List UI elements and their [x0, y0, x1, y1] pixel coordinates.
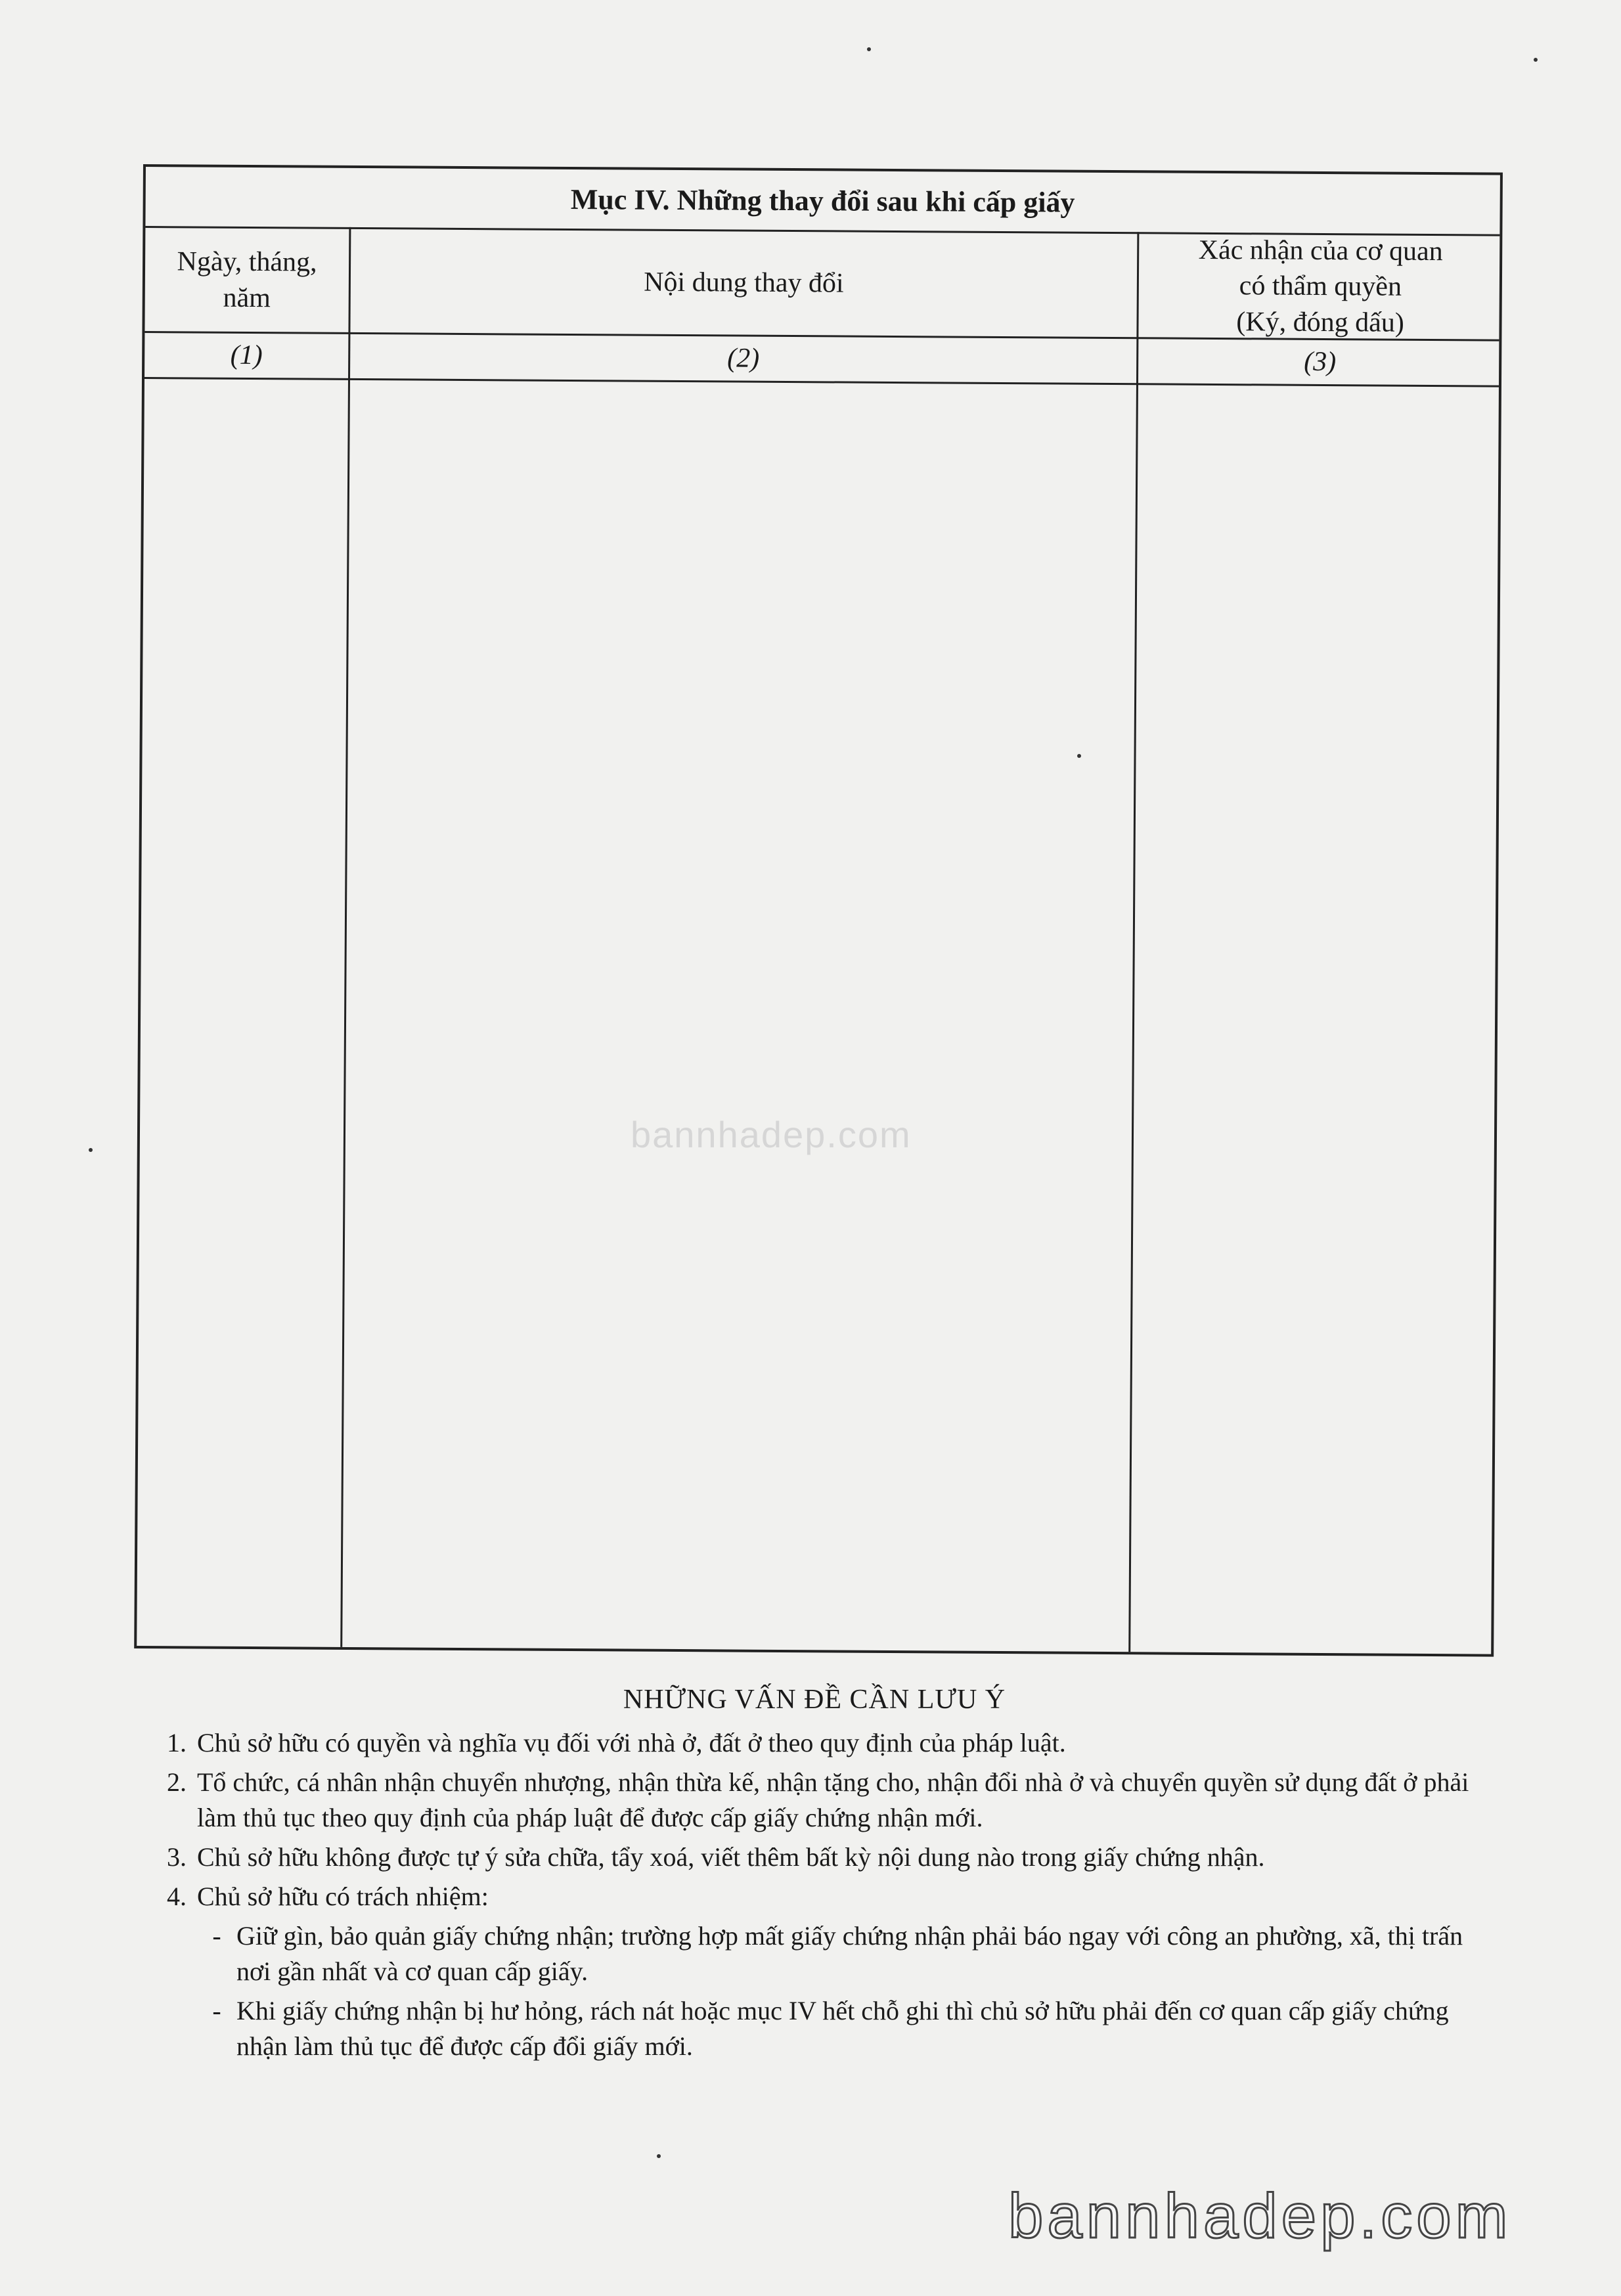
notes-title: NHỮNG VẤN ĐỀ CẦN LƯU Ý [623, 1685, 1006, 1715]
changes-table [134, 164, 1503, 1657]
header-line: (Ký, đóng dấu) [1236, 306, 1404, 338]
date-entry-area[interactable] [137, 379, 348, 1647]
note-number: 3. [167, 1842, 187, 1872]
note-number: 1. [167, 1727, 187, 1757]
note-item [151, 1725, 1478, 1761]
column-header-content [350, 229, 1137, 337]
section-title: Mục IV. Những thay đổi sau khi cấp giấy [145, 167, 1500, 236]
column-header-confirmation [1138, 234, 1502, 339]
sub-item-text: Giữ gìn, bảo quản giấy chứng nhận; trường hợp mất giấy chứng nhận phải báo ngay với công an phường, xã, thị trấn nơi gần nhất và cơ quan cấp giấy. [236, 1920, 1463, 1986]
scan-speck [867, 47, 871, 51]
scan-speck [1534, 58, 1538, 62]
note-sub-item [197, 1918, 1478, 1989]
header-line: Nội dung thay đổi [644, 267, 844, 299]
watermark-center: bannhadep.com [631, 1114, 912, 1155]
note-item [151, 1879, 1478, 1914]
watermark-bottom: bannhadep.com [1008, 2181, 1512, 2251]
note-item [151, 1765, 1478, 1836]
note-text: Chủ sở hữu có quyền và nghĩa vụ đối với nhà ở, đất ở theo quy định của pháp luật. [197, 1727, 1066, 1757]
confirmation-entry-area[interactable] [1130, 385, 1501, 1654]
header-line: năm [223, 282, 271, 313]
note-text: Chủ sở hữu không được tự ý sửa chữa, tẩy xoá, viết thêm bất kỳ nội dung nào trong giấy chứng nhận. [197, 1842, 1265, 1872]
column-header-date [144, 228, 349, 332]
header-line: có thẩm quyền [1239, 271, 1402, 302]
note-text: Tổ chức, cá nhân nhận chuyển nhượng, nhận thừa kế, nhận tặng cho, nhận đổi nhà ở và chuyển quyền sử dụng đất ở phải làm thủ tục theo quy định của pháp luật để được cấp giấy chứng nhận mới. [197, 1767, 1469, 1832]
column-number-2: (2) [727, 343, 760, 374]
column-number-3: (3) [1304, 347, 1337, 378]
note-number: 2. [167, 1767, 187, 1797]
scan-speck [657, 2154, 661, 2158]
header-line: Ngày, tháng, [177, 246, 317, 278]
sub-item-dash: - [212, 1995, 221, 2025]
content-entry-area[interactable] [342, 380, 1136, 1652]
header-line: Xác nhận của cơ quan [1198, 234, 1443, 267]
notes-section [151, 1681, 1478, 2068]
column-number-1: (1) [230, 340, 263, 371]
sub-item-text: Khi giấy chứng nhận bị hư hỏng, rách nát hoặc mục IV hết chỗ ghi thì chủ sở hữu phải đến cơ quan cấp giấy chứng nhận làm thủ tục để được cấp đổi giấy mới. [236, 1995, 1449, 2061]
note-sub-item [197, 1993, 1478, 2064]
note-text: Chủ sở hữu có trách nhiệm: [197, 1881, 489, 1911]
note-item [151, 1840, 1478, 1875]
scan-speck [89, 1148, 93, 1152]
sub-item-dash: - [212, 1920, 221, 1951]
scan-speck [1077, 754, 1081, 758]
note-number: 4. [167, 1881, 187, 1911]
